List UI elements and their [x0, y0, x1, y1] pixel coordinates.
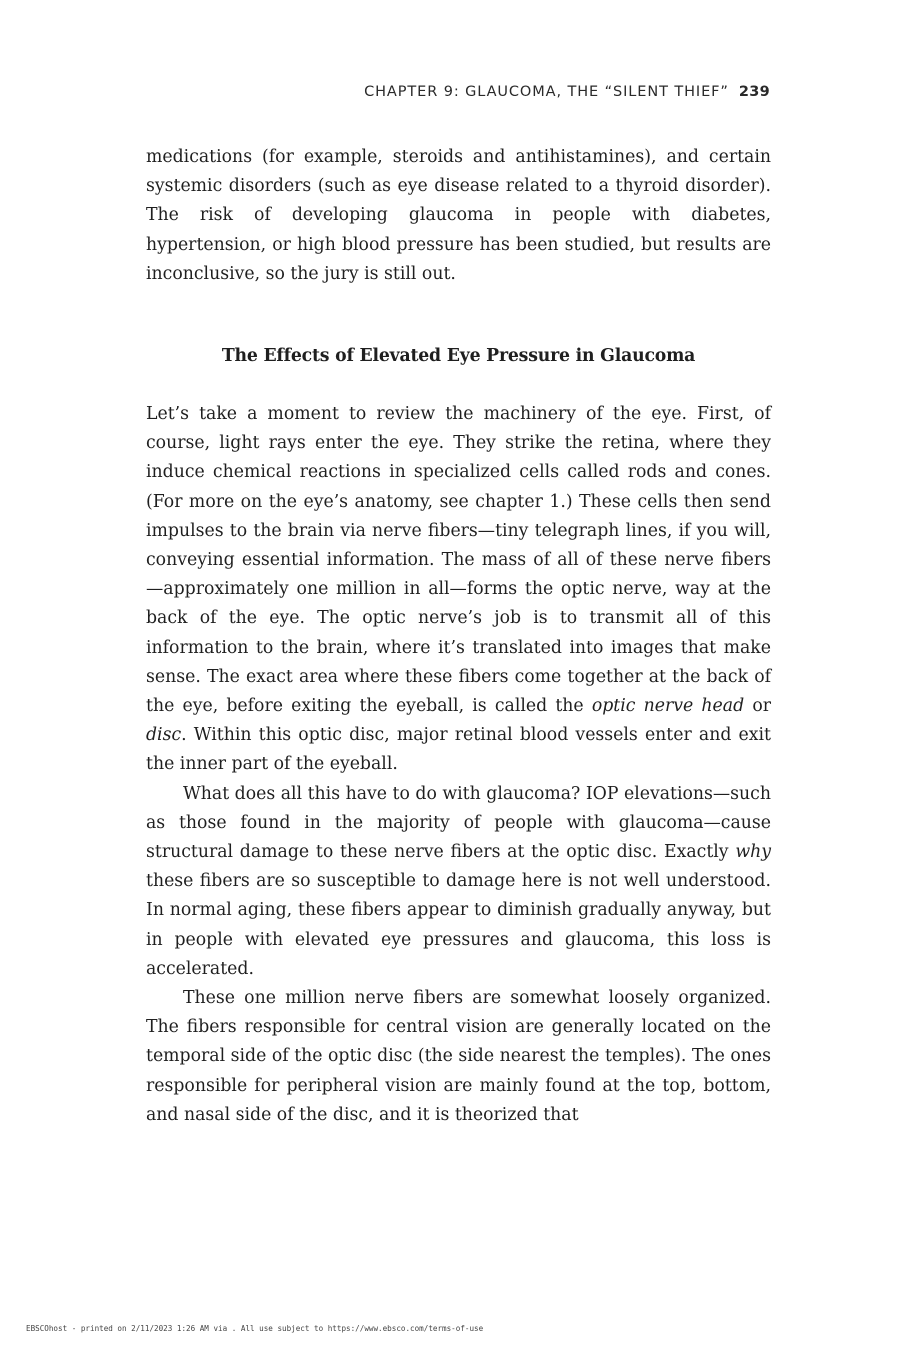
main-text-block — [146, 400, 771, 1130]
running-head — [364, 84, 770, 100]
paragraph-1-text-a: Let’s take a moment to review the machinery of the eye. First, of course, light rays enter the eye. They strike the retina, where they induce chemical reactions in specialized cells called rods and cones. (For more on the eye’s anatomy, see chapter 1.) These cells then send impulses to the brain via nerve fibers—tiny telegraph lines, if you will, conveying essential information. The mass of all of these nerve fibers—approximately one million in all—forms the optic nerve, way at the back of the eye. The optic nerve’s job is to transmit all of this information to the brain, where it’s translated into images that make sense. The exact area where these fibers come together at the back of the eye, before exiting the eyeball, is called the — [146, 404, 771, 717]
paragraph-2-italic-why: why — [735, 842, 771, 863]
footer-notice: EBSCOhost - printed on 2/11/2023 1:26 AM via . All use subject to https://www.ebsco.com/terms-of-use — [26, 1324, 484, 1333]
paragraph-2-text-a: What does all this have to do with glaucoma? IOP elevations—such as those found in the majority of people with glaucoma—cause structural damage to these nerve fibers at the optic disc. Exactly — [146, 783, 771, 863]
paragraph-2 — [146, 780, 771, 984]
paragraph-1-text-c: . Within this optic disc, major retinal blood vessels enter and exit the inner part of the eyeball. — [146, 725, 771, 775]
page-number: 239 — [738, 84, 770, 100]
paragraph-1-italic-optic-nerve-head: optic nerve head — [591, 696, 745, 717]
paragraph-2-text-b: these fibers are so susceptible to damage here is not well understood. In normal aging, these fibers appear to diminish gradually anyway, but in people with elevated eye pressures and glaucoma, this loss is accelerated. — [146, 871, 771, 979]
continued-paragraph: medications (for example, steroids and antihistamines), and certain systemic disorders (such as eye disease related to a thyroid disorder). The risk of developing glaucoma in people with diabetes, hypertension, or high blood pressure has been studied, but results are inconclusive, so the jury is still out. — [146, 147, 771, 284]
section-heading: The Effects of Elevated Eye Pressure in Glaucoma — [221, 346, 696, 366]
continued-paragraph-block — [146, 143, 771, 289]
paragraph-1-text-b: or — [744, 696, 771, 717]
paragraph-1-italic-disc: disc — [146, 725, 182, 746]
paragraph-3: These one million nerve fibers are somewhat loosely organized. The fibers responsible for central vision are generally located on the temporal side of the optic disc (the side nearest the temples). The ones responsible for peripheral vision are mainly found at the top, bottom, and nasal side of the disc, and it is theorized that — [146, 988, 771, 1125]
paragraph-1 — [146, 400, 771, 780]
running-title: CHAPTER 9: GLAUCOMA, THE “SILENT THIEF” — [364, 84, 729, 100]
